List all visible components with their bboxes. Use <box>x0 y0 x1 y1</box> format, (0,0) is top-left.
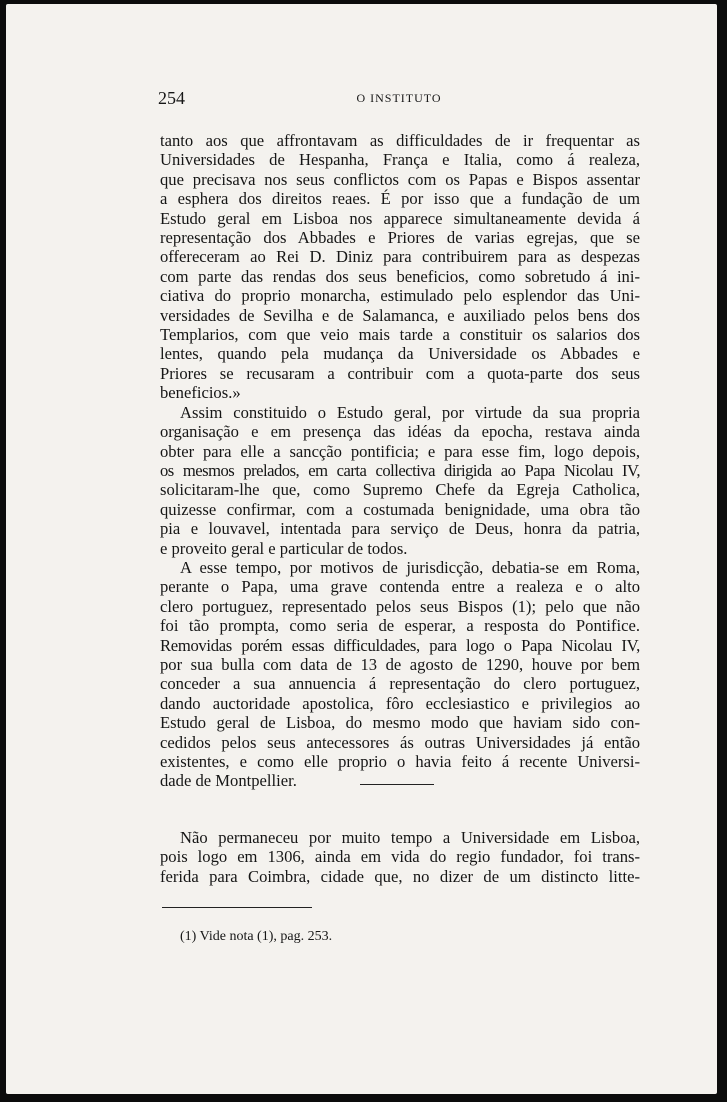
text-line: representação dos Abbades e Priores de varias egrejas, que se <box>160 228 640 248</box>
text-line: obter para elle a sancção pontificia; e para esse fim, logo depois, <box>160 441 640 461</box>
text-line: pois logo em 1306, ainda em vida do regio fundador, foi trans- <box>160 847 640 867</box>
section-separator <box>360 784 434 785</box>
text-line: cedidos pelos seus antecessores ás outras Universidades já então <box>160 732 640 752</box>
footnote-rule <box>162 907 312 908</box>
main-text <box>160 131 640 791</box>
text-line: foi tão prompta, como seria de esperar, a resposta do Pontifice. <box>160 616 640 636</box>
text-line: Não permaneceu por muito tempo a Universidade em Lisboa, <box>180 828 640 847</box>
quote-paragraph <box>160 131 640 403</box>
text-line: os mesmos prelados, em carta collectiva dirigida ao Papa Nicolau IV, <box>160 460 640 480</box>
text-line: A esse tempo, por motivos de jurisdicção, debatia-se em Roma, <box>180 557 640 577</box>
text-line: conceder a sua annuencia á representação do clero portuguez, <box>160 674 640 694</box>
text-line: e proveito geral e particular de todos. <box>160 538 408 558</box>
text-line: versidades de Sevilha e de Salamanca, e auxiliado pelos bens dos <box>160 305 640 325</box>
text-line: clero portuguez, representado pelos seus Bispos (1); pelo que não <box>160 596 640 616</box>
text-line: com parte das rendas dos seus beneficios, como sobretudo á ini- <box>160 266 640 286</box>
text-line: a esphera dos direitos reaes. É por isso que a fundação de um <box>160 189 640 209</box>
paragraph-nao <box>160 828 640 886</box>
page-header <box>158 88 640 112</box>
text-line: offereceram ao Rei D. Diniz para contribuirem para as despezas <box>160 247 640 267</box>
paragraph-tempo <box>160 558 640 791</box>
text-line: lentes, quando pela mudança da Universidade os Abbades e <box>160 344 640 364</box>
text-line: Removidas porém essas difficuldades, para logo o Papa Nicolau IV, <box>160 635 640 655</box>
text-line: que precisava nos seus conflictos com os Papas e Bispos assentar <box>160 169 640 189</box>
footnote: (1) Vide nota (1), pag. 253. <box>180 929 333 944</box>
text-line: Estudo geral de Lisboa, do mesmo modo que haviam sido con- <box>160 713 640 733</box>
text-line: por sua bulla com data de 13 de agosto de 1290, houve por bem <box>160 654 640 674</box>
text-line: perante o Papa, uma grave contenda entre a realeza e o alto <box>160 577 640 597</box>
text-line: pia e louvavel, intentada para serviço de Deus, honra da patria, <box>160 519 640 539</box>
text-line: ferida para Coimbra, cidade que, no dizer de um distincto litte- <box>160 866 640 886</box>
text-line: quizesse confirmar, com a costumada benignidade, uma obra tão <box>160 499 640 519</box>
text-line: organisação e em presença das idéas da epocha, restava ainda <box>160 422 640 442</box>
page-number: 254 <box>158 88 185 108</box>
text-line: solicitaram-lhe que, como Supremo Chefe da Egreja Catholica, <box>160 480 640 500</box>
running-head: O INSTITUTO <box>356 91 442 105</box>
text-line: Assim constituido o Estudo geral, por virtude da sua propria <box>180 402 640 422</box>
text-line: Universidades de Hespanha, França e Italia, como á realeza, <box>160 150 640 170</box>
text-line: beneficios.» <box>160 383 241 403</box>
text-line: tanto aos que affrontavam as difficuldades de ir frequentar as <box>160 131 640 150</box>
text-line: Templarios, com que veio mais tarde a constituir os salarios dos <box>160 325 640 345</box>
paragraph-assim <box>160 403 640 558</box>
text-line: dade de Montpellier. <box>160 771 297 791</box>
text-line: ciativa do proprio monarcha, estimulado pelo esplendor das Uni- <box>160 286 640 306</box>
text-line: existentes, e como elle proprio o havia feito á recente Universi- <box>160 752 640 771</box>
text-line: Priores se recusaram a contribuir com a quota-parte dos seus <box>160 363 640 383</box>
text-line: dando auctoridade apostolica, fôro ecclesiastico e privilegios ao <box>160 693 640 713</box>
text-line: Estudo geral em Lisboa nos apparece simultaneamente devida á <box>160 208 640 228</box>
